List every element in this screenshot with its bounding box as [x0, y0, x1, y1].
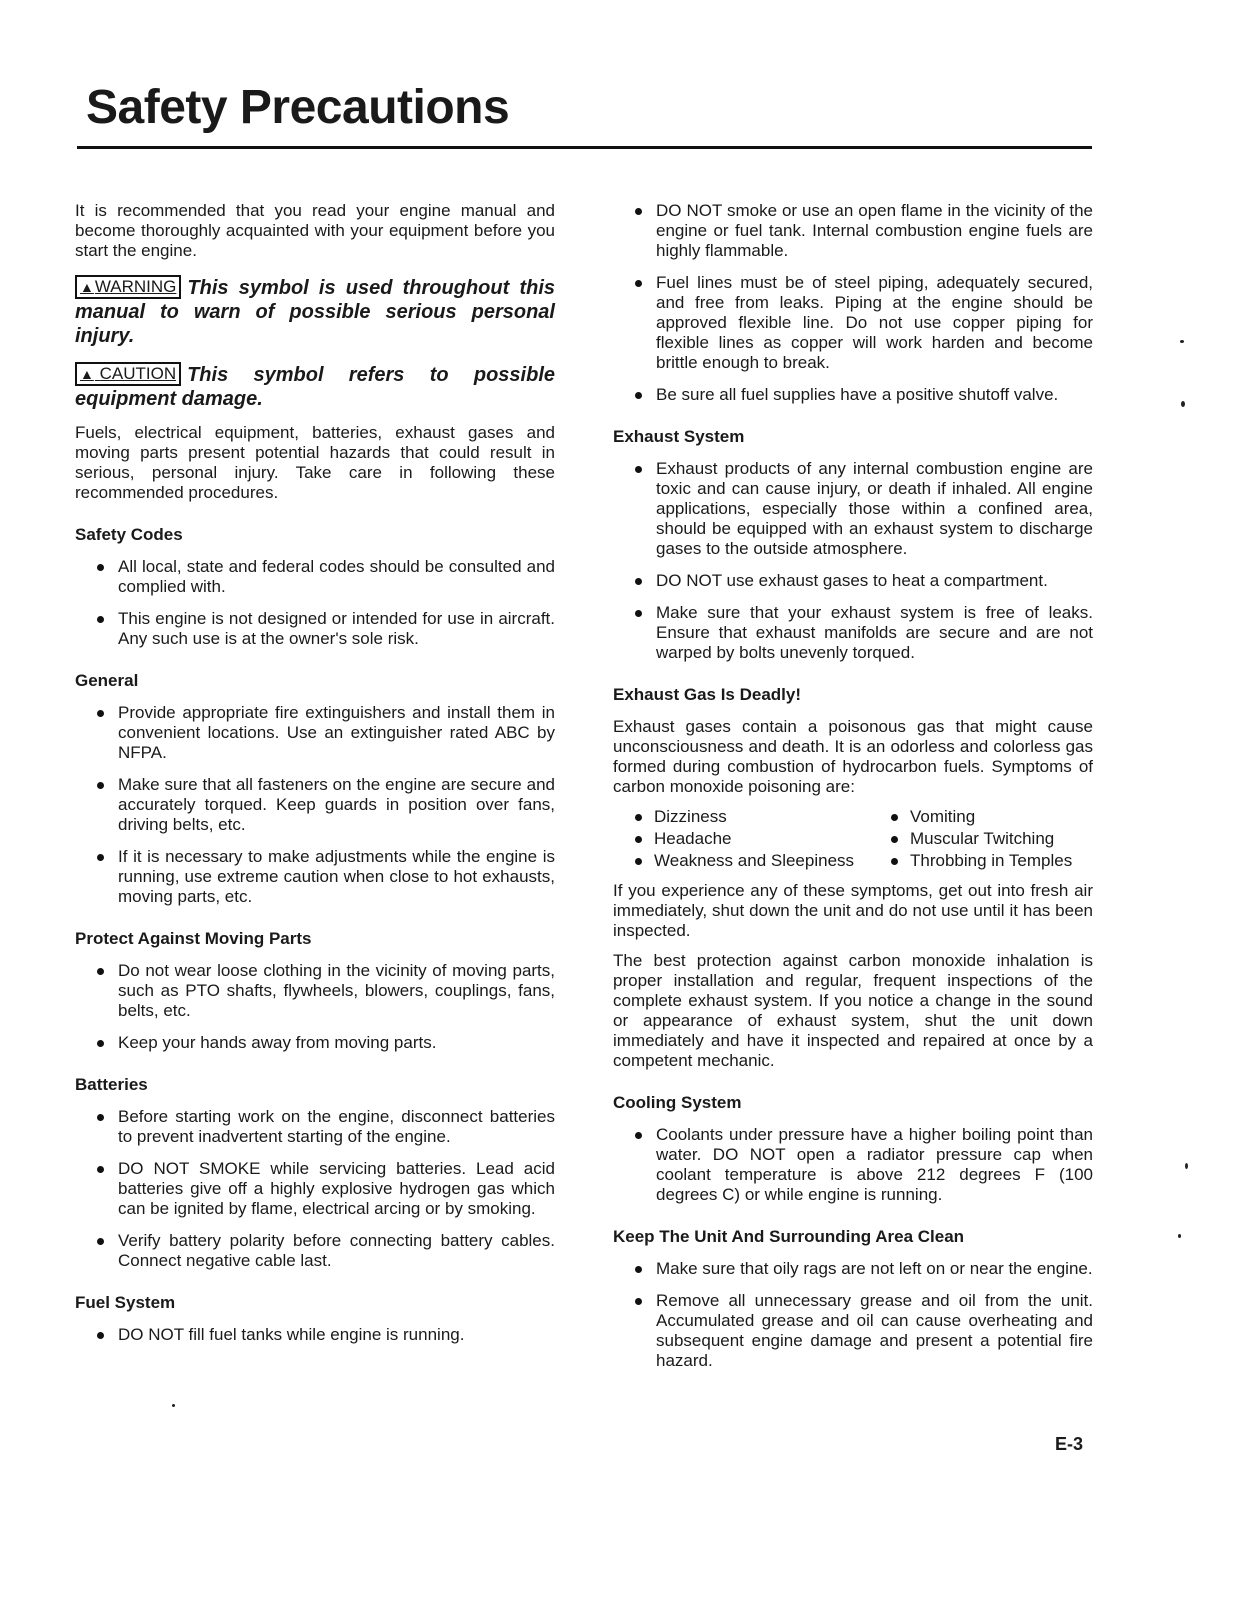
scan-speck — [172, 1404, 175, 1407]
list-item: Make sure that oily rags are not left on or near the engine. — [613, 1259, 1093, 1279]
general-list — [75, 703, 555, 907]
bullet-icon — [635, 1298, 642, 1305]
list-item: All local, state and federal codes should be consulted and complied with. — [75, 557, 555, 597]
section-heading: Fuel System — [75, 1293, 176, 1312]
symptom-item: Vomiting — [869, 807, 1093, 827]
list-item: DO NOT use exhaust gases to heat a compartment. — [613, 571, 1093, 591]
list-item: If it is necessary to make adjustments while the engine is running, use extreme caution when close to hot exhausts, moving parts, etc. — [75, 847, 555, 907]
scan-speck — [1185, 1163, 1188, 1169]
bullet-icon — [635, 208, 642, 215]
list-item: DO NOT smoke or use an open flame in the vicinity of the engine or fuel tank. Internal combustion engine fuels are highly flammable. — [613, 201, 1093, 261]
right-column — [613, 201, 1093, 1383]
bullet-icon — [635, 1266, 642, 1273]
bullet-icon — [97, 1040, 104, 1047]
bullet-icon — [891, 836, 898, 843]
bullet-icon — [97, 1332, 104, 1339]
bullet-icon — [891, 814, 898, 821]
bullet-icon — [635, 610, 642, 617]
moving-parts-list — [75, 961, 555, 1053]
symptom-item: Throbbing in Temples — [869, 851, 1093, 871]
bullet-icon — [97, 1238, 104, 1245]
list-item: Before starting work on the engine, disconnect batteries to prevent inadvertent starting of the engine. — [75, 1107, 555, 1147]
section-heading: Cooling System — [613, 1093, 742, 1112]
section-heading: Exhaust Gas Is Deadly! — [613, 685, 802, 704]
caution-notice — [75, 362, 555, 411]
bullet-icon — [97, 564, 104, 571]
section-heading: Protect Against Moving Parts — [75, 929, 312, 948]
symptom-item: Dizziness — [613, 807, 869, 827]
section-heading: Keep The Unit And Surrounding Area Clean — [613, 1227, 965, 1246]
fuel-system-list — [75, 1325, 555, 1345]
clean-list — [613, 1259, 1093, 1371]
intro-paragraph: It is recommended that you read your engine manual and become thoroughly acquainted with your equipment before you start the engine. — [75, 201, 555, 260]
warning-triangle-icon: ▲ — [80, 279, 94, 295]
bullet-icon — [97, 1166, 104, 1173]
page-number: E-3 — [1055, 1434, 1084, 1454]
warning-notice — [75, 275, 555, 348]
bullet-icon — [97, 968, 104, 975]
warning-badge: ▲WARNING — [75, 275, 181, 299]
title-rule — [77, 146, 1092, 149]
safety-codes-list — [75, 557, 555, 649]
warning-text: This symbol is used throughout this manual to warn of possible serious personal injury. — [75, 277, 555, 347]
bullet-icon — [635, 858, 642, 865]
section-heading: Batteries — [75, 1075, 148, 1094]
section-heading: General — [75, 671, 139, 690]
left-column — [75, 201, 555, 1357]
batteries-list — [75, 1107, 555, 1271]
list-item: Coolants under pressure have a higher boiling point than water. DO NOT open a radiator pressure cap when coolant temperature is above 212 degrees F (100 degrees C) or while engine is running. — [613, 1125, 1093, 1205]
list-item: This engine is not designed or intended for use in aircraft. Any such use is at the owner's sole risk. — [75, 609, 555, 649]
list-item: Make sure that your exhaust system is free of leaks. Ensure that exhaust manifolds are secure and are not warped by bolts unevenly torqued. — [613, 603, 1093, 663]
list-item: Provide appropriate fire extinguishers and install them in convenient locations. Use an extinguisher rated ABC by NFPA. — [75, 703, 555, 763]
bullet-icon — [97, 1114, 104, 1121]
caution-badge: ▲ CAUTION — [75, 362, 181, 386]
bullet-icon — [635, 392, 642, 399]
bullet-icon — [635, 466, 642, 473]
bullet-icon — [97, 710, 104, 717]
hazards-paragraph: Fuels, electrical equipment, batteries, exhaust gases and moving parts present potential hazards that could result in serious, personal injury. Take care in following these recommended procedures. — [75, 423, 555, 502]
bullet-icon — [635, 280, 642, 287]
list-item: Verify battery polarity before connecting battery cables. Connect negative cable last. — [75, 1231, 555, 1271]
list-item: Keep your hands away from moving parts. — [75, 1033, 555, 1053]
list-item: DO NOT fill fuel tanks while engine is running. — [75, 1325, 555, 1345]
caution-triangle-icon: ▲ — [80, 366, 94, 382]
bullet-icon — [891, 858, 898, 865]
cooling-list — [613, 1125, 1093, 1205]
caution-text: This symbol refers to possible equipment damage. — [75, 364, 555, 410]
scan-speck — [1180, 340, 1184, 343]
symptoms-list — [613, 807, 1093, 871]
section-heading: Safety Codes — [75, 525, 183, 544]
bullet-icon — [635, 578, 642, 585]
bullet-icon — [635, 1132, 642, 1139]
list-item: DO NOT SMOKE while servicing batteries. Lead acid batteries give off a highly explosive hydrogen gas which can be ignited by flame, electrical arcing or by smoking. — [75, 1159, 555, 1219]
bullet-icon — [635, 836, 642, 843]
symptoms-advice: If you experience any of these symptoms, get out into fresh air immediately, shut down the unit and do not use until it has been inspected. — [613, 881, 1093, 940]
exhaust-gas-intro: Exhaust gases contain a poisonous gas that might cause unconsciousness and death. It is an odorless and colorless gas formed during combustion of hydrocarbon fuels. Symptoms of carbon monoxide poisoning are: — [613, 717, 1093, 796]
page-title: Safety Precautions — [86, 81, 510, 134]
list-item: Make sure that all fasteners on the engine are secure and accurately torqued. Keep guards in position over fans, driving belts, etc. — [75, 775, 555, 835]
list-item: Remove all unnecessary grease and oil from the unit. Accumulated grease and oil can cause overheating and subsequent engine damage and present a potential fire hazard. — [613, 1291, 1093, 1371]
scan-speck — [1181, 401, 1185, 407]
bullet-icon — [97, 782, 104, 789]
bullet-icon — [97, 616, 104, 623]
protection-paragraph: The best protection against carbon monoxide inhalation is proper installation and regular, frequent inspections of the complete exhaust system. If you notice a change in the sound or appearance of exhaust system, shut the unit down immediately and have it inspected and repaired at once by a competent mechanic. — [613, 951, 1093, 1070]
exhaust-system-list — [613, 459, 1093, 663]
bullet-icon — [97, 854, 104, 861]
symptom-item: Weakness and Sleepiness — [613, 851, 869, 871]
list-item: Be sure all fuel supplies have a positive shutoff valve. — [613, 385, 1093, 405]
section-heading: Exhaust System — [613, 427, 745, 446]
symptom-item: Muscular Twitching — [869, 829, 1093, 849]
list-item: Fuel lines must be of steel piping, adequately secured, and free from leaks. Piping at the engine should be approved flexible line. Do not use copper piping for flexible lines as copper will work harden and become brittle enough to break. — [613, 273, 1093, 373]
symptom-item: Headache — [613, 829, 869, 849]
fuel-continued-list — [613, 201, 1093, 405]
list-item: Do not wear loose clothing in the vicinity of moving parts, such as PTO shafts, flywheels, blowers, couplings, fans, belts, etc. — [75, 961, 555, 1021]
scan-speck — [1178, 1234, 1181, 1238]
list-item: Exhaust products of any internal combustion engine are toxic and can cause injury, or death if inhaled. All engine applications, especially those within a confined area, should be equipped with an exhaust system to discharge gases to the outside atmosphere. — [613, 459, 1093, 559]
bullet-icon — [635, 814, 642, 821]
